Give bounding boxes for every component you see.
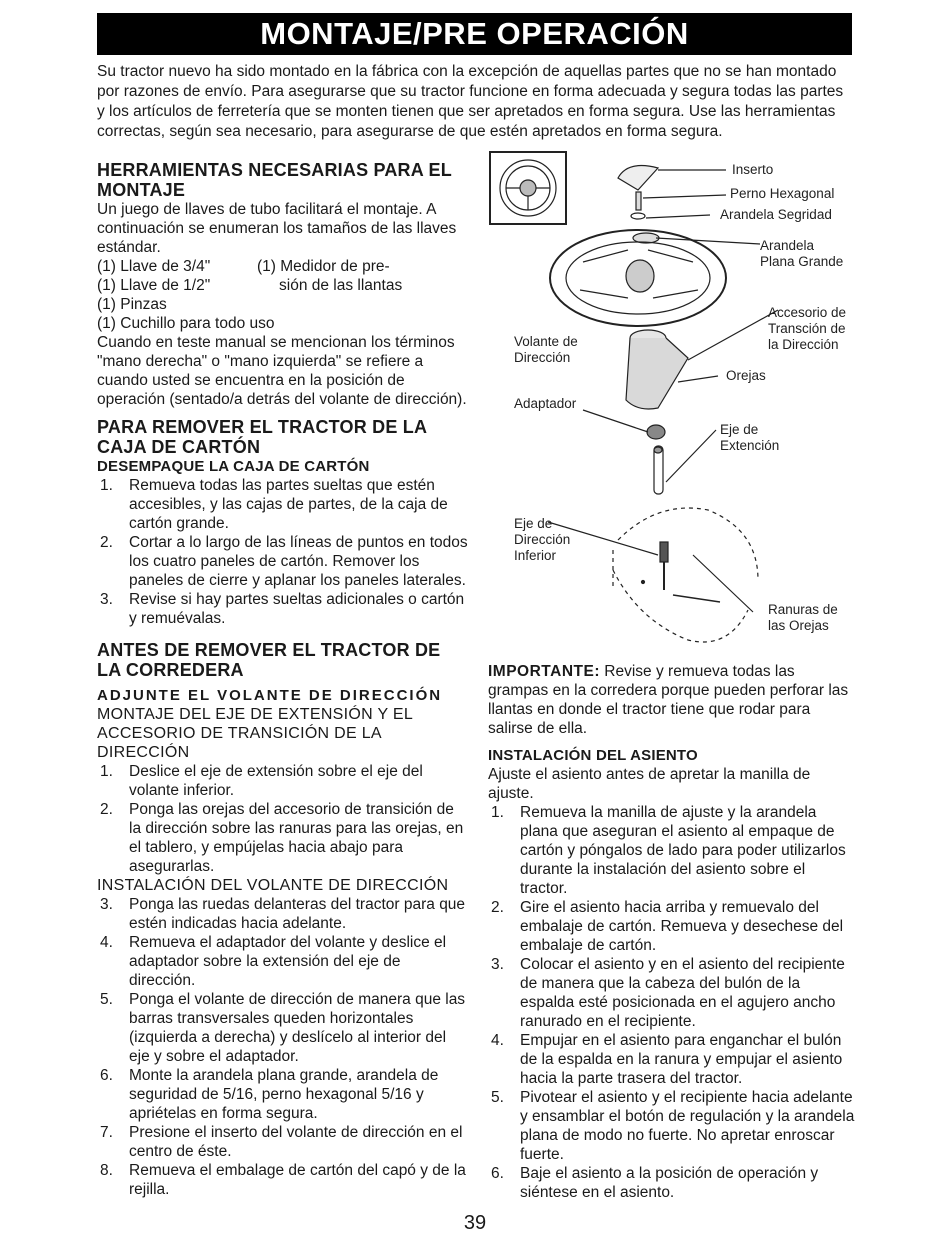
label-perno: Perno Hexagonal bbox=[730, 186, 835, 201]
label-accesorio-3: la Dirección bbox=[768, 337, 839, 352]
remove-steps bbox=[97, 476, 469, 628]
intro-paragraph: Su tractor nuevo ha sido montado en la fábrica con la excepción de aquellas partes que no se han montado por razones de envío. Para asegurarse que su tractor funcione en forma adecuada y segura todas las partes y los artículos de ferretería que se monten tienen que ser apretados en forma segura. Use las herramientas correctas, según sea necesario, para asegurarse de que estén apretados en forma segura. bbox=[97, 63, 844, 140]
label-volante-1: Volante de bbox=[514, 334, 578, 349]
left-column bbox=[97, 160, 469, 1199]
label-eje-inf-2: Dirección bbox=[514, 532, 571, 547]
list-item: 6. Monte la arandela plana grande, arandela de seguridad de 5/16, perno hexagonal 5/16 y apriételas en forma segura. bbox=[100, 1067, 439, 1122]
important-note: IMPORTANTE: Revise y remueva todas las grampas en la corredera porque pueden perforar las llantas en donde el tractor tiene que rodar para salirse de ella. bbox=[488, 663, 849, 737]
tools-item: (1) Llave de 3/4" bbox=[97, 258, 211, 275]
label-orejas: Orejas bbox=[726, 368, 766, 383]
install-steps bbox=[97, 895, 469, 1199]
list-item: 3. Colocar el asiento y en el asiento del recipiente de manera que la cabeza del bulón de la espalda esté posicionada en el agujero ancho ranurado en el recipiente. bbox=[491, 956, 845, 1030]
list-item: 3. Ponga las ruedas delanteras del tractor para que estén indicadas hacia adelante. bbox=[100, 896, 466, 932]
list-item: 7. Presione el inserto del volante de dirección en el centro de éste. bbox=[100, 1124, 463, 1160]
label-accesorio-1: Accesorio de bbox=[768, 305, 847, 320]
list-item: 6. Baje el asiento a la posición de operación y siéntese en el asiento. bbox=[491, 1165, 819, 1201]
label-arandela-plana-1: Arandela bbox=[760, 238, 815, 253]
list-item: 4. Empujar en el asiento para enganchar el bulón de la espalda en la ranura y empujar el asiento hacia la parte trasera del tractor. bbox=[491, 1032, 843, 1087]
list-item: 2. Gire el asiento hacia arriba y remuevalo del embalaje de cartón. Remueva y desechese del embalaje de cartón. bbox=[491, 899, 844, 954]
tools-item: (1) Medidor de pre- bbox=[257, 258, 390, 275]
label-eje-ext-2: Extención bbox=[720, 438, 780, 453]
list-item: 8. Remueva el embalage de cartón del capó y de la rejilla. bbox=[100, 1162, 466, 1198]
label-adaptador: Adaptador bbox=[514, 396, 577, 411]
label-volante-2: Dirección bbox=[514, 350, 571, 365]
label-ranuras-2: las Orejas bbox=[768, 618, 829, 633]
montaje-title: MONTAJE DEL EJE DE EXTENSIÓN Y EL ACCESORIO DE TRANSICIÓN DE LA DIRECCIÓN bbox=[97, 706, 413, 761]
label-arandela-plana-2: Plana Grande bbox=[760, 254, 844, 269]
list-item: 1. Deslice el eje de extensión sobre el eje del volante inferior. bbox=[100, 763, 423, 799]
page-banner: MONTAJE/PRE OPERACIÓN bbox=[97, 13, 852, 55]
tools-note: Cuando en teste manual se mencionan los términos "mano derecha" o "mano izquierda" se refiere a cuando usted se encuentra en la posición de operación (sentado/a detrás del volante de dirección). bbox=[97, 334, 467, 408]
remove-heading: PARA REMOVER EL TRACTOR DE LA CAJA DE CARTÓN bbox=[97, 417, 427, 457]
tools-item: sión de las llantas bbox=[279, 277, 403, 294]
before-subheading: ADJUNTE EL VOLANTE DE DIRECCIÓN bbox=[97, 687, 443, 704]
tools-item: (1) Cuchillo para todo uso bbox=[97, 315, 275, 332]
list-item: 3. Revise si hay partes sueltas adicionales o cartón y remuévalas. bbox=[100, 591, 465, 627]
list-item: 2. Ponga las orejas del accesorio de transición de la dirección sobre las ranuras para las orejas, en el tablero, y empújelas hacia abajo para asegurarlas. bbox=[100, 801, 464, 875]
seat-steps bbox=[488, 803, 856, 1202]
seat-text: Ajuste el asiento antes de apretar la manilla de ajuste. bbox=[488, 766, 811, 802]
label-eje-inf-1: Eje de bbox=[514, 516, 553, 531]
install-title: INSTALACIÓN DEL VOLANTE DE DIRECCIÓN bbox=[97, 877, 449, 894]
tools-item: (1) Llave de 1/2" bbox=[97, 277, 211, 294]
tools-list bbox=[97, 257, 469, 333]
list-item: 2. Cortar a lo largo de las líneas de puntos en todos los cuatro paneles de cartón. Remover los paneles de cierre y aplanar los paneles laterales. bbox=[100, 534, 468, 589]
right-column bbox=[488, 662, 856, 1202]
montaje-steps bbox=[97, 762, 469, 876]
list-item: 1. Remueva todas las partes sueltas que estén accesibles, y las cajas de partes, de la caja de cartón grande. bbox=[100, 477, 448, 532]
seat-heading: INSTALACIÓN DEL ASIENTO bbox=[488, 747, 698, 764]
list-item: 1. Remueva la manilla de ajuste y la arandela plana que aseguran el asiento al empaque de cartón y póngalos de lado para poder utilizarlos durante la instalación del asiento sobre el tractor. bbox=[491, 804, 846, 897]
steering-assembly-figure bbox=[488, 150, 858, 650]
tools-heading: HERRAMIENTAS NECESARIAS PARA EL MONTAJE bbox=[97, 160, 452, 200]
tools-text: Un juego de llaves de tubo facilitará el montaje. A continuación se enumeran los tamaños de las llaves estándar. bbox=[97, 201, 457, 256]
list-item: 4. Remueva el adaptador del volante y deslice el adaptador sobre la extensión del eje de dirección. bbox=[100, 934, 447, 989]
tools-item: (1) Pinzas bbox=[97, 296, 167, 313]
label-eje-inf-3: Inferior bbox=[514, 548, 557, 563]
label-arandela-seg: Arandela Segridad bbox=[720, 207, 832, 222]
list-item: 5. Ponga el volante de dirección de manera que las barras transversales queden horizontales (izquierda a derecha) y deslícelo al interior del eje y sobre el adaptador. bbox=[100, 991, 466, 1065]
before-heading: ANTES DE REMOVER EL TRACTOR DE LA CORREDERA bbox=[97, 640, 441, 680]
label-inserto: Inserto bbox=[732, 162, 774, 177]
list-item: 5. Pivotear el asiento y el recipiente hacia adelante y ensamblar el botón de regulación y la arandela plana de modo no fuerte. No apretar enroscar fuerte. bbox=[491, 1089, 855, 1163]
remove-subheading: DESEMPAQUE LA CAJA DE CARTÓN bbox=[97, 458, 370, 475]
page-number: 39 bbox=[463, 1212, 487, 1234]
label-ranuras-1: Ranuras de bbox=[768, 602, 838, 617]
label-accesorio-2: Transción de bbox=[768, 321, 846, 336]
label-eje-ext-1: Eje de bbox=[720, 422, 759, 437]
